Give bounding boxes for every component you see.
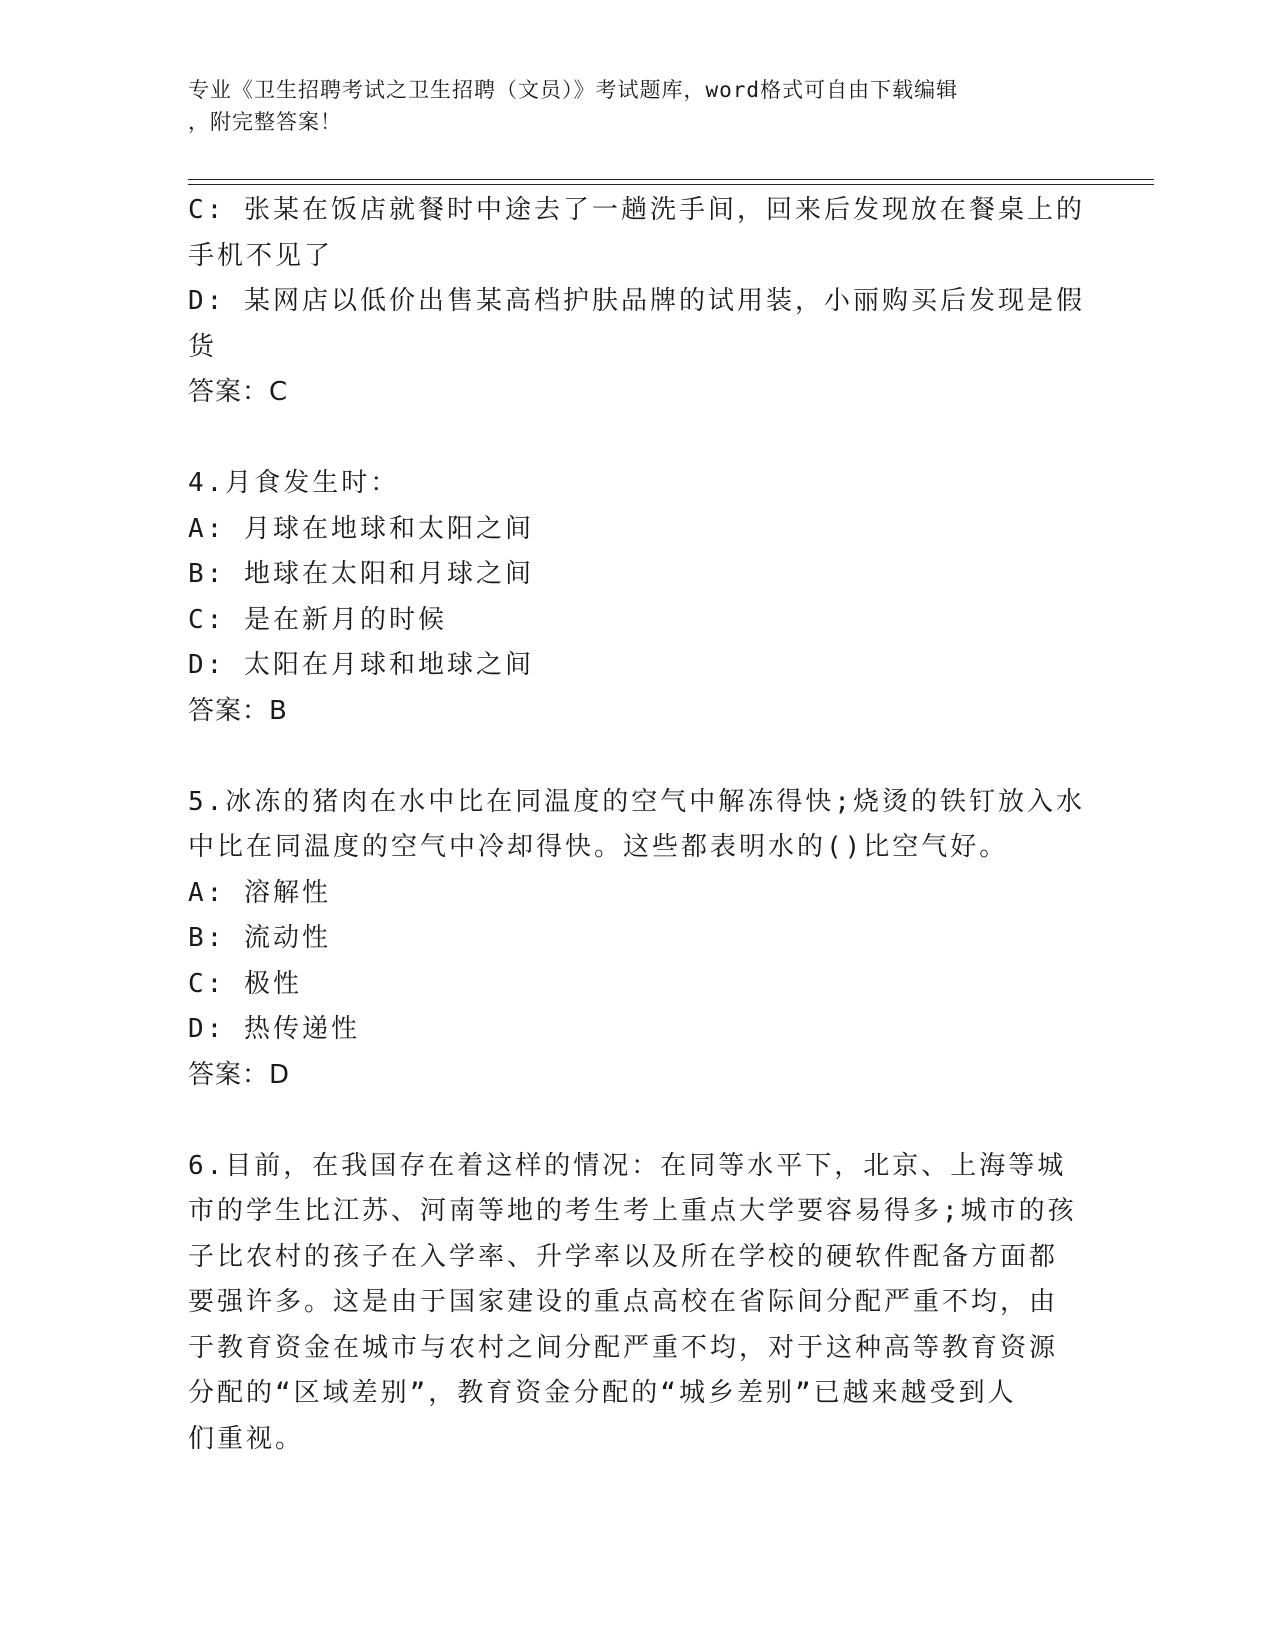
- q4-option-b: B: 地球在太阳和月球之间: [188, 559, 534, 589]
- q5-answer: 答案：D: [188, 1059, 291, 1090]
- q3-answer: 答案：C: [188, 377, 289, 407]
- q3-option-c-line-2: 手机不见了: [188, 240, 334, 271]
- q5-stem-line-2: 中比在同温度的空气中冷却得快。这些都表明水的()比空气好。: [188, 832, 1009, 862]
- q4-option-a: A: 月球在地球和太阳之间: [188, 513, 534, 544]
- q6-stem-line: 要强许多。这是由于国家建设的重点高校在省际间分配严重不均，由: [188, 1287, 1059, 1317]
- q6-stem-line: 于教育资金在城市与农村之间分配严重不均，对于这种高等教育资源: [188, 1332, 1059, 1363]
- q5-option-a: A: 溶解性: [188, 877, 331, 908]
- question-5: [188, 780, 1088, 1099]
- q3-option-d-line-2: 货: [188, 331, 218, 362]
- q3-option-d-line-1: D: 某网店以低价出售某高档护肤品牌的试用装，小丽购买后发现是假: [188, 286, 1085, 316]
- q5-option-c: C: 极性: [188, 968, 302, 999]
- question-3-continued: [188, 188, 1088, 416]
- q6-stem-line: 6.目前，在我国存在着这样的情况：在同等水平下，北京、上海等城: [188, 1150, 1067, 1181]
- q6-stem-line: 分配的“区域差别”，教育资金分配的“城乡差别”已越来越受到人: [188, 1378, 1017, 1408]
- q5-option-b: B: 流动性: [188, 923, 331, 953]
- header-line-2: ，附完整答案！: [188, 110, 342, 134]
- q4-stem: 4.月食发生时：: [188, 468, 400, 498]
- q6-stem-line: 子比农村的孩子在入学率、升学率以及所在学校的硬软件配备方面都: [188, 1241, 1059, 1272]
- q4-option-d: D: 太阳在月球和地球之间: [188, 650, 534, 680]
- spacer: [188, 416, 1088, 462]
- spacer: [188, 734, 1088, 780]
- header-divider-top: [188, 179, 1154, 180]
- q6-stem-line: 们重视。: [188, 1423, 305, 1454]
- q3-option-c-line-1: C: 张某在饭店就餐时中途去了一趟洗手间，回来后发现放在餐桌上的: [188, 195, 1085, 225]
- page-header: [188, 74, 1088, 138]
- header-divider-bottom: [188, 184, 1154, 185]
- q4-option-c: C: 是在新月的时候: [188, 604, 447, 635]
- question-6: [188, 1144, 1088, 1463]
- question-4: [188, 461, 1088, 734]
- q4-answer: 答案：B: [188, 695, 288, 726]
- q5-option-d: D: 热传递性: [188, 1014, 360, 1044]
- q6-stem-line: 市的学生比江苏、河南等地的考生考上重点大学要容易得多;城市的孩: [188, 1196, 1077, 1226]
- header-line-1: 专业《卫生招聘考试之卫生招聘（文员）》考试题库，word格式可自由下载编辑: [188, 78, 959, 102]
- q5-stem-line-1: 5.冰冻的猪肉在水中比在同温度的空气中解冻得快;烧烫的铁钉放入水: [188, 786, 1085, 817]
- spacer: [188, 1098, 1088, 1144]
- document-body: [188, 188, 1088, 1462]
